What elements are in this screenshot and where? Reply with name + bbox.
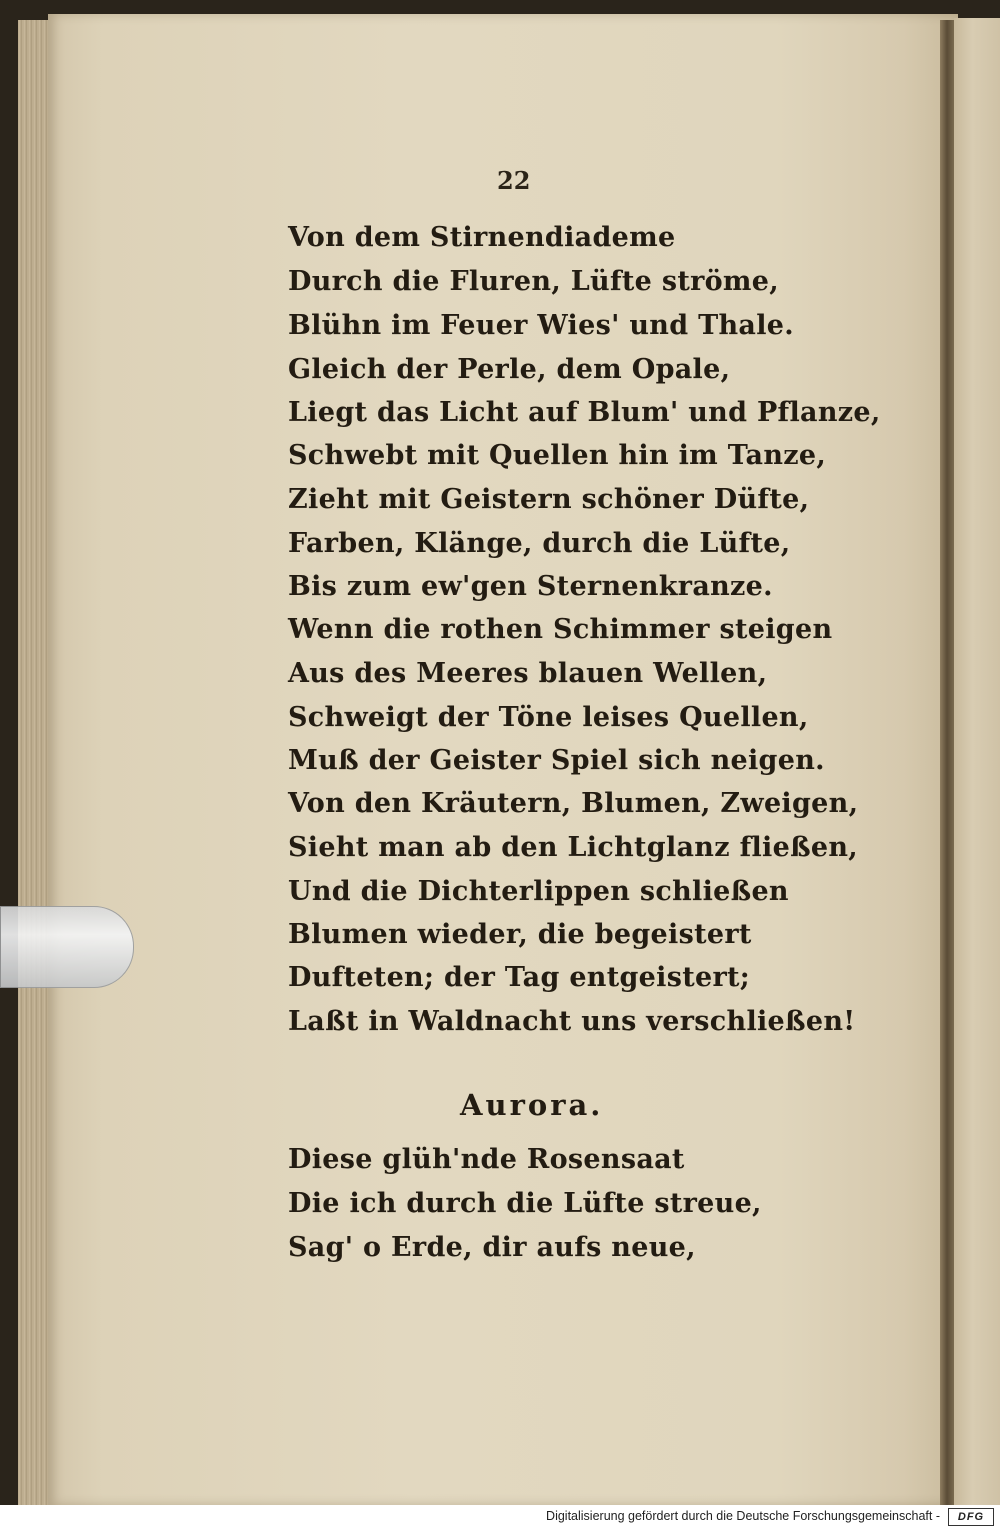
poem-line: Liegt das Licht auf Blum' und Pflanze,: [288, 397, 881, 428]
poem-line: Gleich der Perle, dem Opale,: [288, 354, 731, 385]
poem-line: Dufteten; der Tag entgeistert;: [288, 962, 751, 993]
poem-line: Blumen wieder, die begeistert: [288, 919, 752, 950]
poem-line: Muß der Geister Spiel sich neigen.: [288, 745, 825, 776]
poem-line: Wenn die rothen Schimmer steigen: [288, 614, 833, 645]
poem-line: Und die Dichterlippen schließen: [288, 876, 789, 907]
poem-line: Laßt in Waldnacht uns verschließen!: [288, 1006, 856, 1037]
poem-line: Aus des Meeres blauen Wellen,: [288, 658, 768, 689]
poem-line: Durch die Fluren, Lüfte ströme,: [288, 266, 779, 297]
poem-line: Diese glüh'nde Rosensaat: [288, 1144, 685, 1175]
poem-line: Farben, Klänge, durch die Lüfte,: [288, 528, 791, 559]
poem-line: Sieht man ab den Lichtglanz fließen,: [288, 832, 858, 863]
poem-line: Sag' o Erde, dir aufs neue,: [288, 1232, 696, 1263]
poem-line: Schwebt mit Quellen hin im Tanze,: [288, 440, 827, 471]
poem-line: Die ich durch die Lüfte streue,: [288, 1188, 762, 1219]
poem-line: Schweigt der Töne leises Quellen,: [288, 702, 809, 733]
poem-line: Von den Kräutern, Blumen, Zweigen,: [288, 788, 859, 819]
scanner-clip: [0, 906, 134, 988]
poem-line: Von dem Stirnendiademe: [288, 222, 676, 253]
dfg-logo-icon: DFG: [948, 1508, 994, 1526]
footer-bar: [0, 1505, 1000, 1528]
poem-line: Zieht mit Geistern schöner Düfte,: [288, 484, 810, 515]
funding-credit: Digitalisierung gefördert durch die Deutsche Forschungsgemeinschaft -: [546, 1509, 940, 1523]
page-number: 22: [497, 166, 531, 195]
poem-line: Bis zum ew'gen Sternenkranze.: [288, 571, 773, 602]
poem-line: Blühn im Feuer Wies' und Thale.: [288, 310, 794, 341]
book-gutter: [940, 20, 954, 1505]
facing-page-edge: [954, 18, 1000, 1505]
poem-heading: Aurora.: [460, 1088, 604, 1122]
